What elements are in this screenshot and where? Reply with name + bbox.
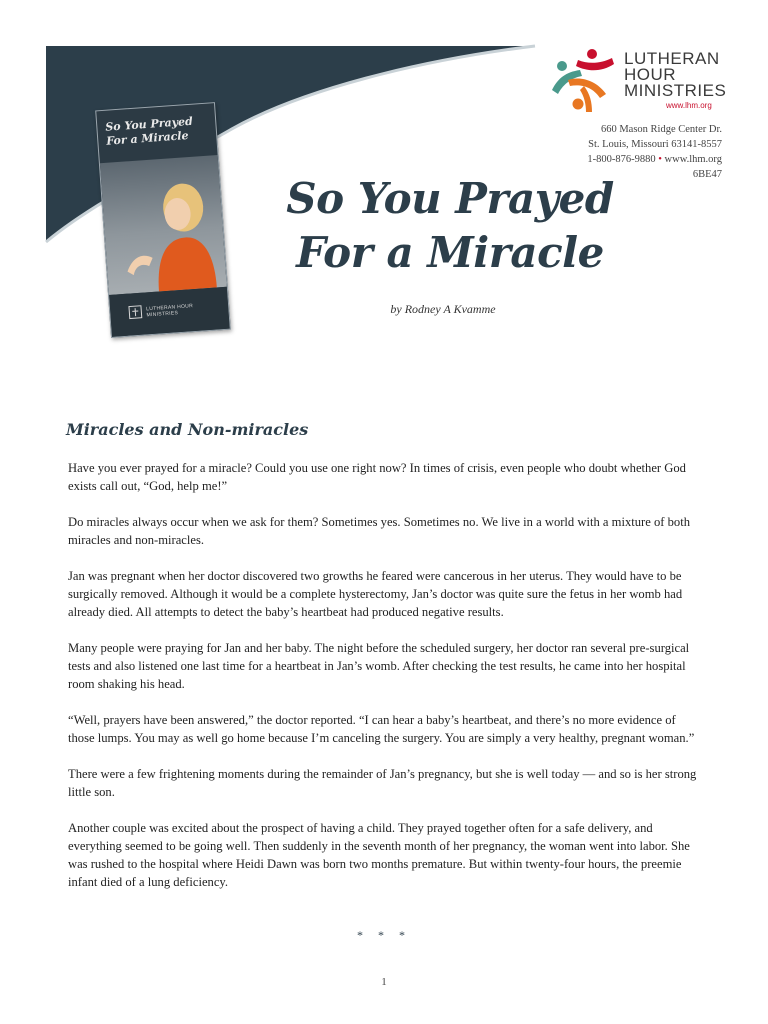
lhm-logo bbox=[548, 46, 738, 118]
address-street: 660 Mason Ridge Center Dr. bbox=[600, 124, 722, 135]
brochure-footer bbox=[109, 287, 230, 337]
brochure-logo-icon bbox=[128, 305, 143, 320]
address-phone: 1-800-876-9880 bbox=[587, 154, 656, 165]
section-heading: Miracles and Non-miracles bbox=[66, 420, 309, 439]
lhm-logo-text bbox=[624, 51, 726, 99]
brochure-title-line-2: For a Miracle bbox=[105, 129, 189, 148]
logo-url: www.lhm.org bbox=[666, 101, 712, 110]
address-contact bbox=[587, 152, 722, 167]
page-number: 1 bbox=[381, 976, 387, 988]
paragraph: There were a few frightening moments during the remainder of Jan’s pregnancy, but she is well today — and so is her strong little son. bbox=[68, 767, 697, 799]
brochure-footer-text: LUTHERAN HOUR MINISTRIES bbox=[145, 303, 194, 319]
address-city: St. Louis, Missouri 63141-8557 bbox=[588, 139, 722, 150]
body-text bbox=[68, 459, 704, 909]
paragraph: Do miracles always occur when we ask for them? Sometimes yes. Sometimes no. We live in a world with a mixture of both miracles and non-miracles. bbox=[68, 515, 691, 547]
child-praying-illustration bbox=[100, 155, 227, 295]
brochure-cover-image bbox=[95, 102, 231, 338]
paragraph: Another couple was excited about the prospect of having a child. They prayed together often for a safe delivery, and everything seemed to be going well. Then suddenly in the seventh month of her pregnancy, the woman went into labor. She was rushed to the hospital where Heidi Dawn was born two months premature. But within twenty-four hours, the preemie infant died of a lung deficiency. bbox=[68, 821, 690, 889]
page-title-line-1: So You Prayed bbox=[286, 174, 614, 223]
paragraph: Have you ever prayed for a miracle? Could you use one right now? In times of crisis, even people who doubt whether God exists call out, “God, help me!” bbox=[68, 461, 686, 493]
brochure-title-line-1: So You Prayed bbox=[104, 114, 194, 134]
address-web: www.lhm.org bbox=[664, 154, 722, 165]
paragraph: Jan was pregnant when her doctor discovered two growths he feared were cancerous in her uterus. They would have to be surgically removed. Although it would be a complete hysterectomy, Jan’s doctor was quite sure the fetus in her womb had already died. All attempts to detect the baby’s heartbeat had produced negative results. bbox=[68, 569, 683, 619]
logo-line-2: HOUR bbox=[624, 65, 677, 84]
page-title-line-2: For a Miracle bbox=[296, 228, 604, 277]
logo-line-1: LUTHERAN bbox=[624, 49, 720, 68]
brochure-title bbox=[105, 114, 207, 149]
lhm-logo-mark-icon bbox=[548, 46, 620, 116]
child-praying-photo bbox=[100, 155, 227, 295]
paragraph: “Well, prayers have been answered,” the doctor reported. “I can hear a baby’s heartbeat, and there’s no more evidence of those lumps. You may as well go home because I’m canceling the surgery. You are simply a very healthy, pregnant woman.” bbox=[68, 713, 695, 745]
paragraph: Many people were praying for Jan and her baby. The night before the scheduled surgery, her doctor ran several pre-surgical tests and also listened one last time for a heartbeat in Jan’s womb. After checking the test results, he came into her hospital room shaking his head. bbox=[68, 641, 690, 691]
author-byline: by Rodney A Kvamme bbox=[390, 302, 496, 316]
logo-line-3: MINISTRIES bbox=[624, 81, 727, 100]
page-title bbox=[250, 172, 650, 280]
address-code: 6BE47 bbox=[692, 169, 722, 180]
section-separator: * * * bbox=[357, 928, 411, 942]
address-bullet: • bbox=[658, 154, 662, 165]
